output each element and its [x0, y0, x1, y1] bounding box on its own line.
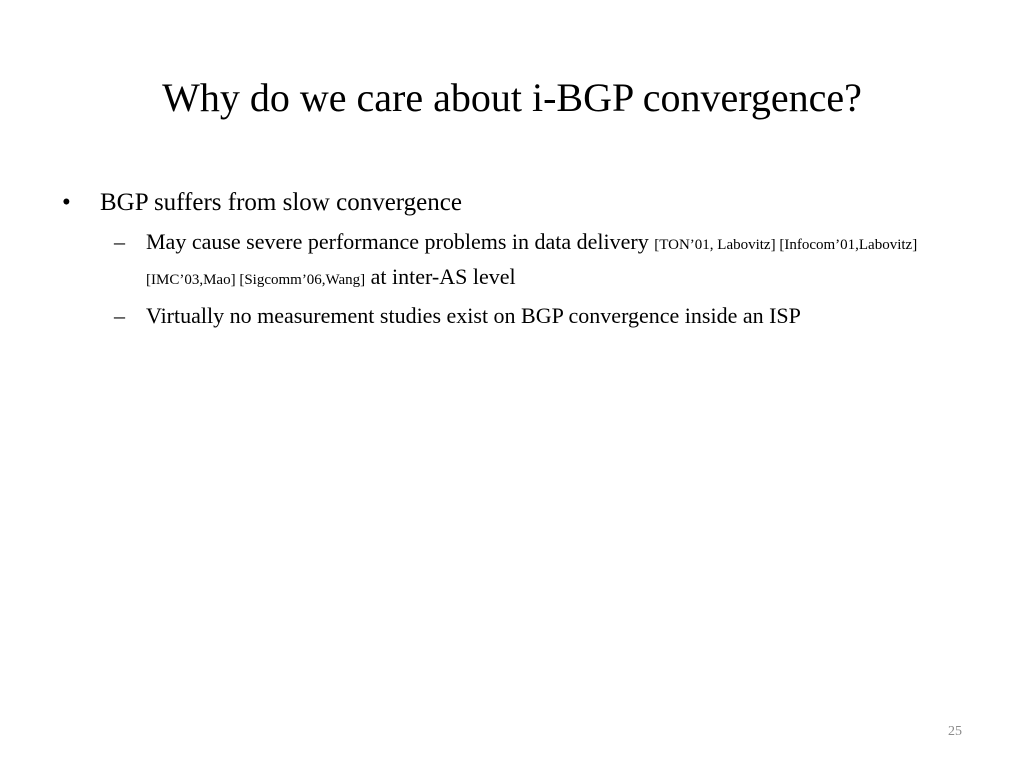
bullet-item: [60, 186, 960, 220]
sub-bullet-list: [60, 226, 960, 332]
sub-bullet-tail: at inter-AS level: [365, 264, 516, 289]
bullet-text: BGP suffers from slow convergence: [100, 189, 462, 216]
sub-bullet-item: [60, 300, 960, 332]
sub-bullet-item: [60, 226, 960, 296]
slide-content: [60, 186, 960, 336]
slide-title: Why do we care about i-BGP convergence?: [162, 75, 862, 120]
sub-bullet-text: Virtually no measurement studies exist on BGP convergence inside an ISP: [146, 303, 801, 328]
sub-bullet-marker: –: [114, 303, 125, 328]
citation-list: [TON’01, Labovitz] [Infocom’01,Labovitz] [IMC’03,Mao] [Sigcomm’06,Wang]: [146, 237, 918, 288]
page-number: 25: [948, 724, 962, 739]
sub-bullet-marker: –: [114, 229, 125, 254]
bullet-marker: •: [62, 189, 71, 216]
sub-bullet-text: May cause severe performance problems in data delivery: [146, 229, 655, 254]
